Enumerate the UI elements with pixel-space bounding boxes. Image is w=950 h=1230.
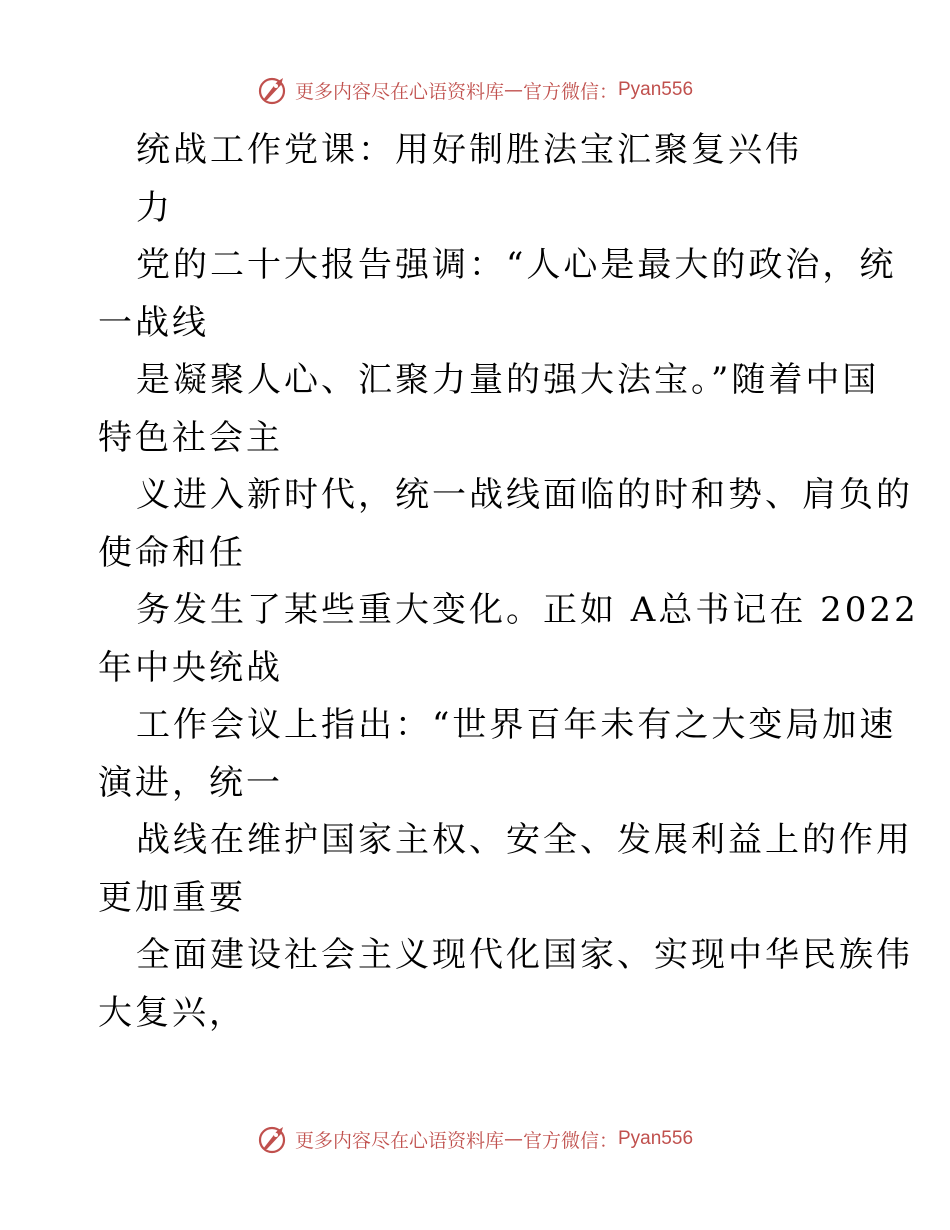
document-body	[98, 122, 919, 1042]
text-line: 战线在维护国家主权、安全、发展利益上的作用	[136, 820, 913, 860]
text-line: 全面建设社会主义现代化国家、实现中华民族伟	[136, 935, 913, 975]
banner-label: 官方微信：	[522, 80, 618, 103]
text-line: 演进，统一	[98, 762, 283, 803]
text-line: 大复兴，	[98, 992, 246, 1033]
pen-nib-logo-icon	[257, 74, 289, 106]
banner-main-text: 更多内容尽在心语资料库	[294, 1129, 504, 1152]
text-line: 年中央统战	[98, 647, 283, 688]
footer-banner	[0, 1119, 950, 1159]
pen-nib-logo-icon	[257, 1123, 289, 1155]
banner-label: 官方微信：	[522, 1129, 618, 1152]
banner-dash: —	[503, 1128, 523, 1150]
text-line: 义进入新时代，统一战线面临的时和势、肩负的	[136, 475, 913, 515]
text-line: 务发生了某些重大变化。正如 A总书记在 2022	[136, 590, 919, 630]
text-line: 更加重要	[98, 877, 246, 918]
text-line: 统战工作党课：用好制胜法宝汇聚复兴伟	[136, 130, 802, 170]
text-line: 工作会议上指出：“世界百年未有之大变局加速	[136, 705, 897, 745]
text-line: 一战线	[98, 302, 209, 343]
text-line: 使命和任	[98, 532, 246, 573]
banner-dash: —	[503, 79, 523, 101]
header-banner	[0, 70, 950, 110]
text-line: 力	[136, 187, 173, 228]
banner-wechat-id: Pyan556	[618, 79, 694, 100]
text-line: 特色社会主	[98, 417, 283, 458]
text-line: 是凝聚人心、汇聚力量的强大法宝。”随着中国	[136, 360, 880, 400]
banner-main-text: 更多内容尽在心语资料库	[294, 80, 504, 103]
banner-wechat-id: Pyan556	[618, 1128, 694, 1149]
text-line: 党的二十大报告强调：“人心是最大的政治，统	[136, 245, 897, 285]
